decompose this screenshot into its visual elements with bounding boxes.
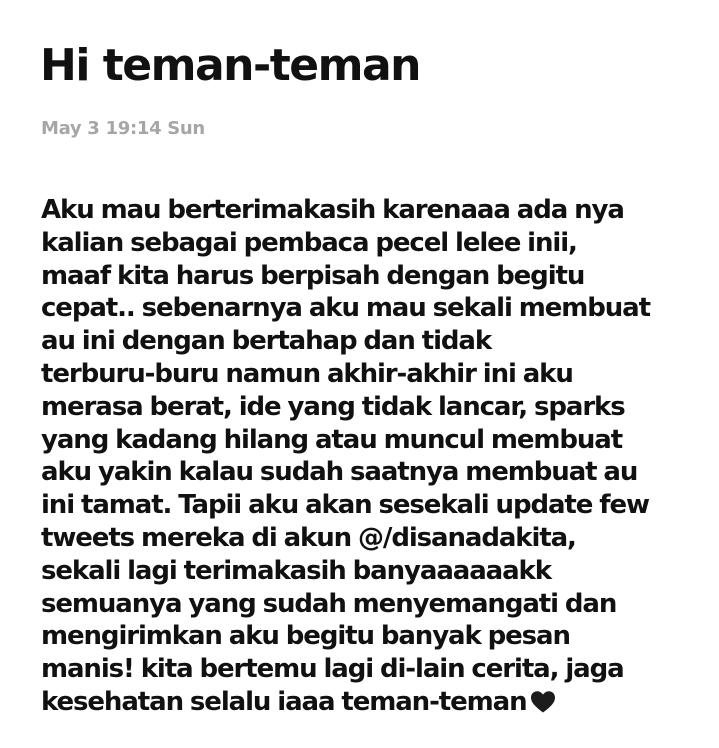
note-line: yang kadang hilang atau muncul membuat: [41, 424, 623, 455]
note-date: May 3 19:14 Sun: [41, 118, 205, 139]
note-last-line: [41, 686, 711, 719]
note-line: merasa berat, ide yang tidak lancar, sparks: [41, 391, 625, 422]
note-line: tweets mereka di akun @/disanadakita,: [41, 522, 576, 553]
note-line: Aku mau berterimakasih karenaaa ada nya: [41, 195, 624, 225]
note-line: aku yakin kalau sudah saatnya membuat au: [41, 457, 638, 488]
note-line: semuanya yang sudah menyemangati dan: [41, 588, 617, 619]
note-line: ini tamat. Tapii aku akan sesekali update few: [41, 490, 649, 521]
note-body: [41, 194, 711, 719]
note-line: sekali lagi terimakasih banyaaaaaakk: [41, 555, 551, 586]
note-line: mengirimkan aku begitu banyak pesan: [41, 621, 570, 652]
note-line: maaf kita harus berpisah dengan begitu: [41, 260, 585, 291]
note-line-text: kesehatan selalu iaaa teman-teman: [41, 686, 527, 717]
black-heart-icon: [530, 690, 556, 714]
note-line: manis! kita bertemu lagi di-lain cerita, jaga: [41, 654, 624, 685]
note-title: Hi teman-teman: [40, 40, 420, 91]
note-line: terburu-buru namun akhir-akhir ini aku: [41, 358, 573, 389]
note-line: kalian sebagai pembaca pecel lelee inii,: [41, 227, 577, 258]
note-line: cepat.. sebenarnya aku mau sekali membuat: [41, 293, 650, 324]
note-line: au ini dengan bertahap dan tidak: [41, 326, 492, 357]
